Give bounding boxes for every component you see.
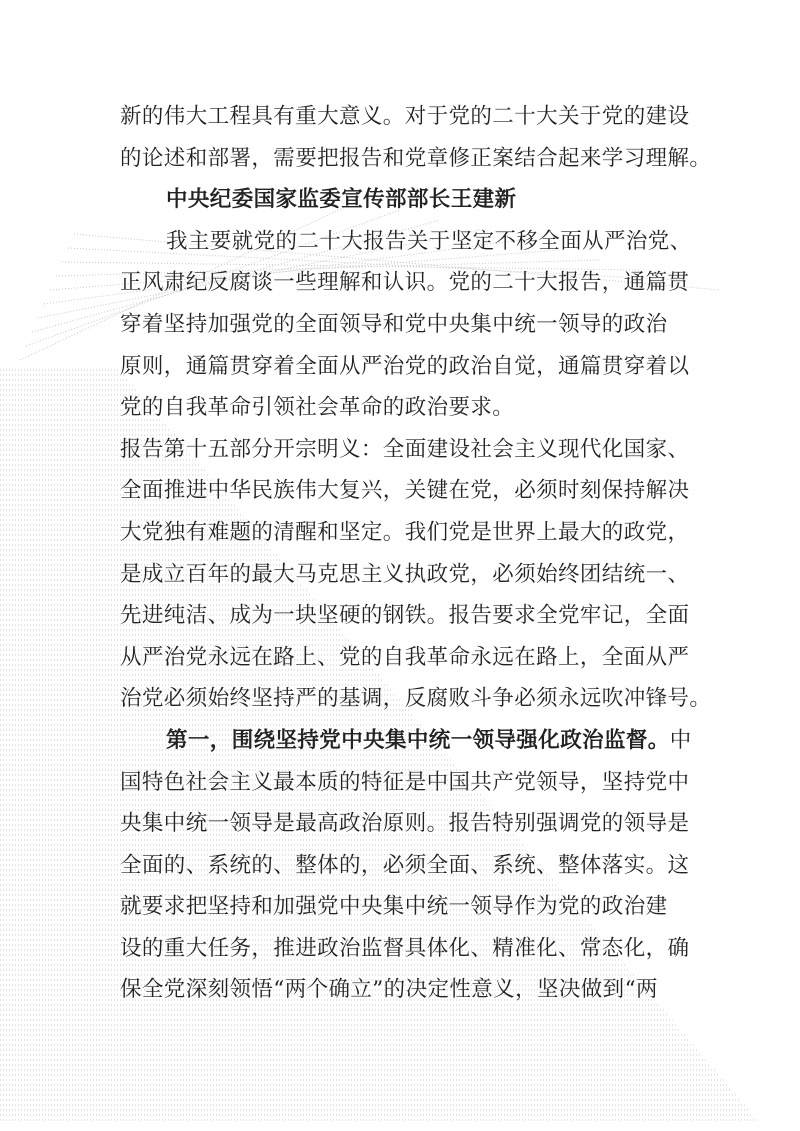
paragraph-line: 报告第十五部分开宗明义：全面建设社会主义现代化国家、 xyxy=(120,436,690,462)
paragraph-line: 穿着坚持加强党的全面领导和党中央集中统一领导的政治 xyxy=(120,311,668,337)
paragraph-line: 大党独有难题的清醒和坚定。我们党是世界上最大的政党， xyxy=(120,519,690,545)
bold-lead-sentence: 第一，围绕坚持党中央集中统一领导强化政治监督。 xyxy=(166,727,670,753)
paragraph-line: 央集中统一领导是最高政治原则。报告特别强调党的领导是 xyxy=(120,811,690,837)
paragraph-line: 是成立百年的最大马克思主义执政党，必须始终团结统一、 xyxy=(120,561,690,587)
paragraph-line: 正风肃纪反腐谈一些理解和认识。党的二十大报告，通篇贯 xyxy=(120,270,690,296)
paragraph-line xyxy=(120,720,690,762)
paragraph-line: 从严治党永远在路上、党的自我革命永远在路上，全面从严 xyxy=(120,644,690,670)
paragraph-line: 国特色社会主义最本质的特征是中国共产党领导，坚持党中 xyxy=(120,769,690,795)
paragraph-line: 就要求把坚持和加强党中央集中统一领导作为党的政治建 xyxy=(120,894,668,920)
paragraph-line: 全面的、系统的、整体的，必须全面、系统、整体落实。这 xyxy=(120,852,690,878)
paragraph-line: 党的自我革命引领社会革命的政治要求。 xyxy=(120,395,515,421)
paragraph-line: 原则，通篇贯穿着全面从严治党的政治自觉，通篇贯穿着以 xyxy=(120,353,690,379)
document-body xyxy=(120,96,712,1011)
paragraph-line: 新的伟大工程具有重大意义。对于党的二十大关于党的建设 xyxy=(120,104,690,129)
paragraph-line: 的论述和部署，需要把报告和党章修正案结合起来学习理解。 xyxy=(120,145,712,171)
paragraph-line: 设的重大任务，推进政治监督具体化、精准化、常态化，确 xyxy=(120,935,690,961)
paragraph-line: 我主要就党的二十大报告关于坚定不移全面从严治党、 xyxy=(166,228,692,254)
paragraph-line: 保全党深刻领悟“两个确立”的决定性意义，坚决做到“两 xyxy=(120,977,658,1003)
paragraph-text: 中 xyxy=(669,727,692,753)
section-heading: 中央纪委国家监委宣传部部长王建新 xyxy=(166,187,517,213)
paragraph-line: 先进纯洁、成为一块坚硬的钢铁。报告要求全党牢记，全面 xyxy=(120,603,690,629)
paragraph-line: 全面推进中华民族伟大复兴，关键在党，必须时刻保持解决 xyxy=(120,478,690,504)
paragraph-line: 治党必须始终坚持严的基调，反腐败斗争必须永远吹冲锋号。 xyxy=(120,686,712,712)
